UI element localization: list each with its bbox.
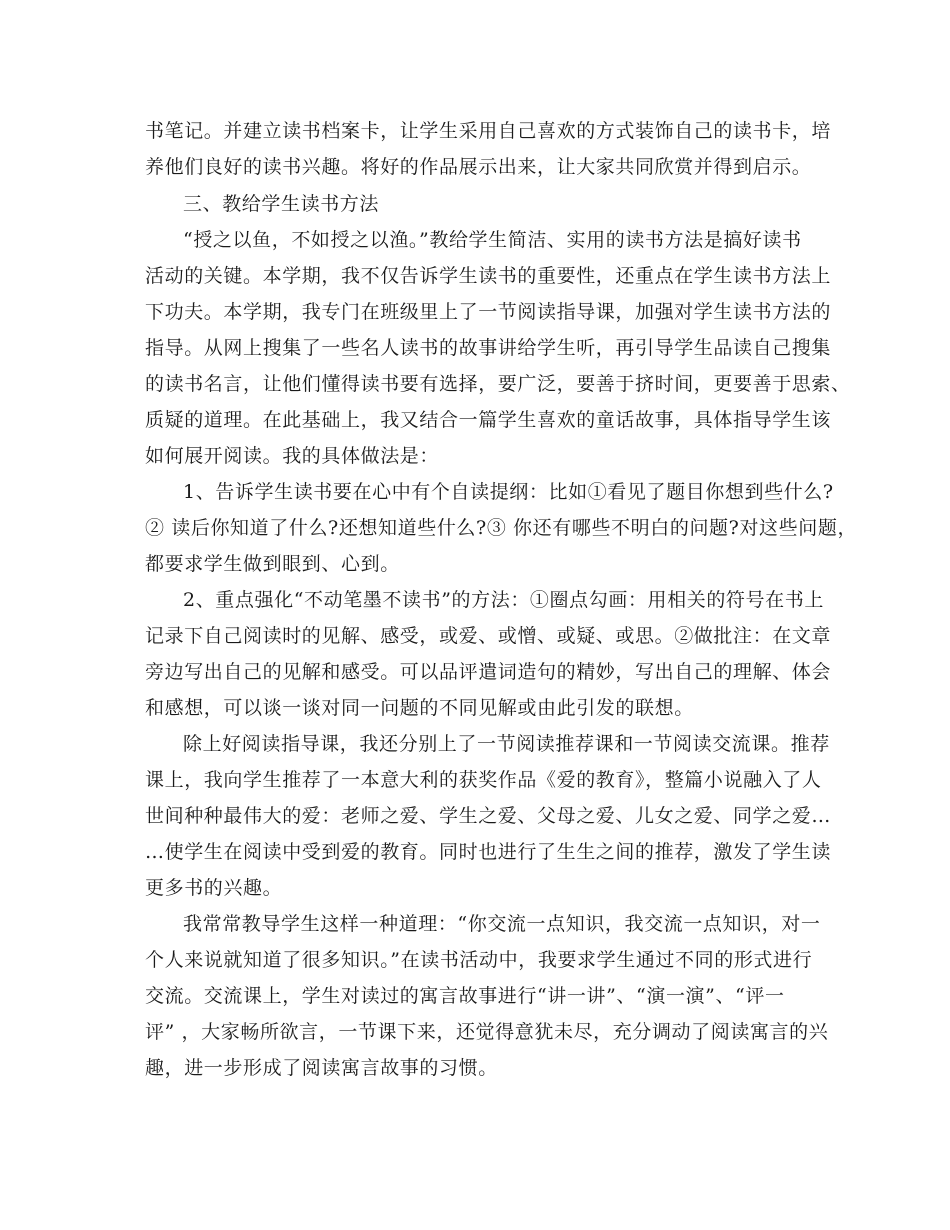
text-line: 1、告诉学生读书要在心中有个自读提纲：比如①看见了题目你想到些什么?: [183, 481, 834, 503]
text-line: 如何展开阅读。我的具体做法是：: [145, 445, 440, 467]
text-line: 养他们良好的读书兴趣。将好的作品展示出来，让大家共同欣赏并得到启示。: [145, 156, 812, 178]
text-line: 我常常教导学生这样一种道理：“你交流一点知识，我交流一点知识，对一: [183, 913, 821, 935]
text-line: 记录下自己阅读时的见解、感受，或爱、或憎、或疑、或思。②做批注：在文章: [145, 625, 832, 647]
text-line: 和感想，可以谈一谈对同一问题的不同见解或由此引发的联想。: [145, 697, 694, 719]
text-line: 质疑的道理。在此基础上，我又结合一篇学生喜欢的童话故事，具体指导学生该: [145, 409, 832, 431]
text-line: 课上，我向学生推荐了一本意大利的获奖作品《爱的教育》，整篇小说融入了人: [145, 769, 822, 791]
text-line: 交流。交流课上，学生对读过的寓言故事进行“讲一讲”、“演一演”、“评一: [145, 985, 785, 1007]
text-line: 除上好阅读指导课，我还分别上了一节阅读推荐课和一节阅读交流课。推荐: [183, 733, 830, 755]
section-heading: 三、教给学生读书方法: [183, 193, 380, 215]
text-line: 2、重点强化“不动笔墨不读书”的方法：①圈点勾画：用相关的符号在书上: [183, 589, 824, 611]
text-line: 旁边写出自己的见解和感受。可以品评遣词造句的精妙，写出自己的理解、体会: [145, 661, 832, 683]
text-line: “授之以鱼，不如授之以渔。”教给学生简洁、实用的读书方法是搞好读书: [183, 229, 802, 251]
text-line: 的读书名言，让他们懂得读书要有选择，要广泛，要善于挤时间，更要善于思索、: [145, 373, 851, 395]
text-line: 下功夫。本学期，我专门在班级里上了一节阅读指导课，加强对学生读书方法的: [145, 301, 832, 323]
text-line: 趣，进一步形成了阅读寓言故事的习惯。: [145, 1057, 498, 1079]
text-line: 个人来说就知道了很多知识。”在读书活动中，我要求学生通过不同的形式进行: [145, 949, 813, 971]
text-line: 更多书的兴趣。: [145, 877, 283, 899]
text-line: 书笔记。并建立读书档案卡，让学生采用自己喜欢的方式装饰自己的读书卡，培: [145, 120, 832, 142]
text-line: 活动的关键。本学期，我不仅告诉学生读书的重要性，还重点在学生读书方法上: [145, 265, 832, 287]
text-line: ② 读后你知道了什么?还想知道些什么?③ 你还有哪些不明白的问题?对这些问题，: [145, 517, 858, 539]
text-line: 评” ，大家畅所欲言，一节课下来，还觉得意犹未尽，充分调动了阅读寓言的兴: [145, 1021, 829, 1043]
text-line: 世间种种最伟大的爱：老师之爱、学生之爱、父母之爱、儿女之爱、同学之爱…: [145, 805, 832, 827]
text-line: 指导。从网上搜集了一些名人读书的故事讲给学生听，再引导学生品读自己搜集: [145, 337, 832, 359]
text-line: …使学生在阅读中受到爱的教育。同时也进行了生生之间的推荐，激发了学生读: [145, 841, 832, 863]
text-line: 都要求学生做到眼到、心到。: [145, 553, 400, 575]
